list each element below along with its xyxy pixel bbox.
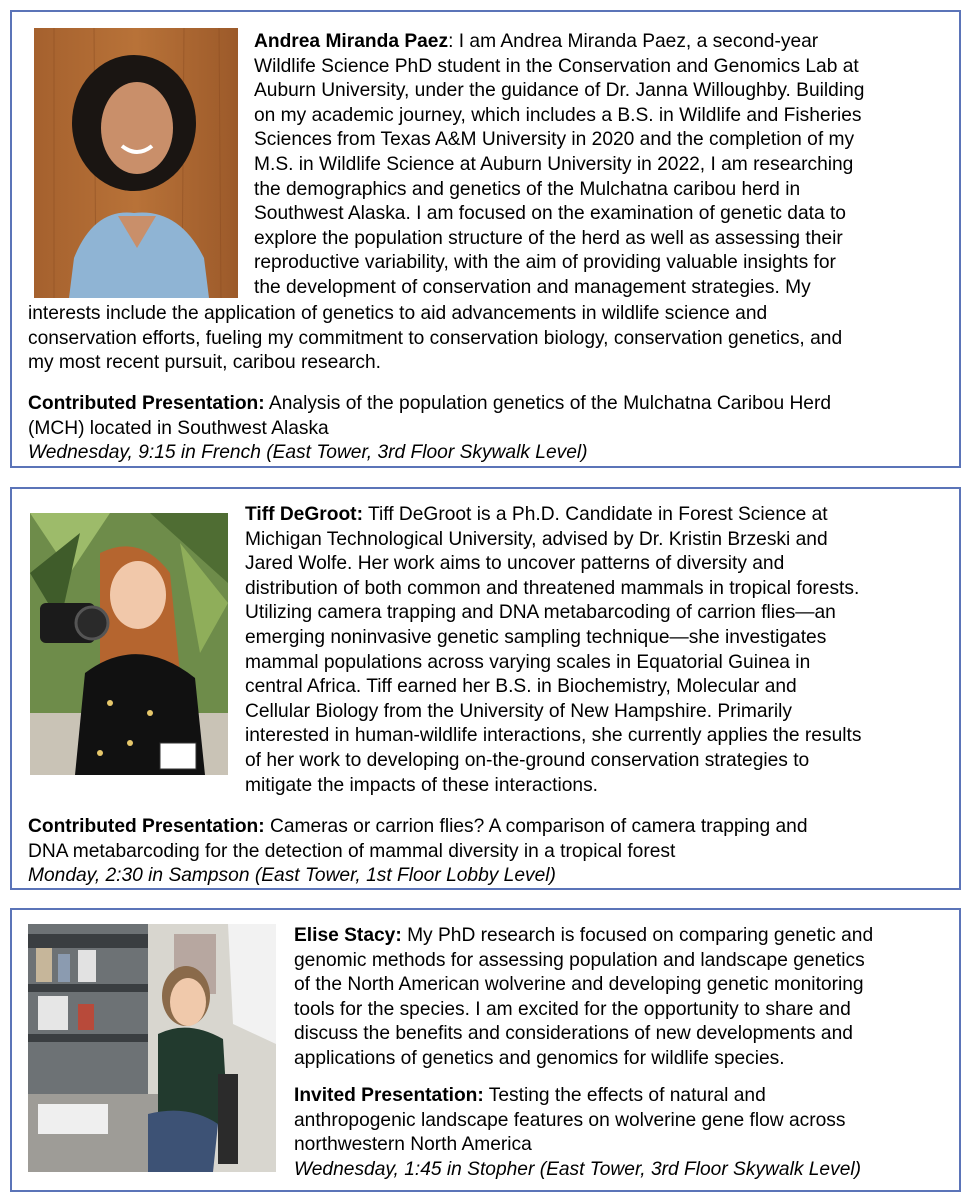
speaker-name-tiff: Tiff DeGroot: (245, 504, 363, 525)
speaker-card-tiff (10, 487, 961, 890)
schedule-elise: Wednesday, 1:45 in Stopher (East Tower, 3rd Floor Skywalk Level) (294, 1158, 862, 1180)
presentation-label: Contributed Presentation: (28, 816, 265, 837)
speaker-name-andrea: Andrea Miranda Paez (254, 31, 449, 52)
presentation-label: Contributed Presentation: (28, 393, 265, 414)
schedule-tiff: Monday, 2:30 in Sampson (East Tower, 1st Floor Lobby Level) (28, 865, 556, 887)
bio-andrea-full: interests include the application of genetics to aid advancements in wildlife science and conservation efforts, fueling my commitment to conservation biology, conservation genetics, and my most recent pursuit, caribou research. (28, 303, 843, 374)
bio-elise: Elise Stacy: My PhD research is focused on comparing genetic and genomic methods for assessing population and landscape genetics of the North American wolverine and developing genetic monitoring tools for the species. I am excited for the opportunity to share and discuss the benefits and considerations of new developments and applications of genetics and genomics for wildlife species. (294, 925, 874, 1069)
bio-andrea-wrapped: Andrea Miranda Paez: I am Andrea Miranda Paez, a second-year Wildlife Science PhD student in the Conservation and Genomics Lab at Auburn University, under the guidance of Dr. Janna Willoughby. Building on my academic journey, which includes a B.S. in Wildlife and Fisheries Sciences from Texas A&M University in 2020 and the completion of my M.S. in Wildlife Science at Auburn University in 2022, I am researching the demographics and genetics of the Mulchatna caribou herd in Southwest Alaska. I am focused on the examination of genetic data to explore the population structure of the herd as well as assessing their reproductive variability, with the aim of providing valuable insights for the development of conservation and management strategies. My (254, 31, 865, 298)
presentation-tiff: Contributed Presentation: Cameras or carrion flies? A comparison of camera trapping and DNA metabarcoding for the detection of mammal diversity in a tropical forest Monday, 2:30 in Sampson (East Tower, 1st Floor Lobby Level) (28, 815, 958, 889)
schedule-andrea: Wednesday, 9:15 in French (East Tower, 3rd Floor Skywalk Level) (28, 442, 588, 464)
presentation-andrea: Contributed Presentation: Analysis of the population genetics of the Mulchatna Caribou Herd (MCH) located in Southwest Alaska Wednesday, 9:15 in French (East Tower, 3rd Floor Skywalk Level) (28, 392, 958, 466)
speaker-name-elise: Elise Stacy: (294, 925, 402, 946)
portrait-photo-tiff (30, 513, 228, 775)
speaker-card-andrea (10, 10, 961, 468)
bio-tiff: Tiff DeGroot: Tiff DeGroot is a Ph.D. Candidate in Forest Science at Michigan Technological University, advised by Dr. Kristin Brzeski and Jared Wolfe. Her work aims to uncover patterns of diversity and distribution of both common and threatened mammals in tropical forests. Utilizing camera trapping and DNA metabarcoding of carrion flies—an emerging noninvasive genetic sampling technique—she investigates mammal populations across varying scales in Equatorial Guinea in central Africa. Tiff earned her B.S. in Biochemistry, Molecular and Cellular Biology from the University of New Hampshire. Primarily interested in human-wildlife interactions, she currently applies the results of her work to developing on-the-ground conservation strategies to mitigate the impacts of these interactions. (245, 504, 862, 796)
presentation-label: Invited Presentation: (294, 1085, 484, 1106)
speaker-card-elise (10, 908, 961, 1192)
presentation-elise: Invited Presentation: Testing the effects of natural and anthropogenic landscape features on wolverine gene flow across northwestern North America Wednesday, 1:45 in Stopher (East Tower, 3rd Floor Skywalk Level) (294, 1084, 958, 1182)
portrait-photo-andrea (34, 28, 238, 298)
portrait-photo-elise (28, 924, 276, 1172)
